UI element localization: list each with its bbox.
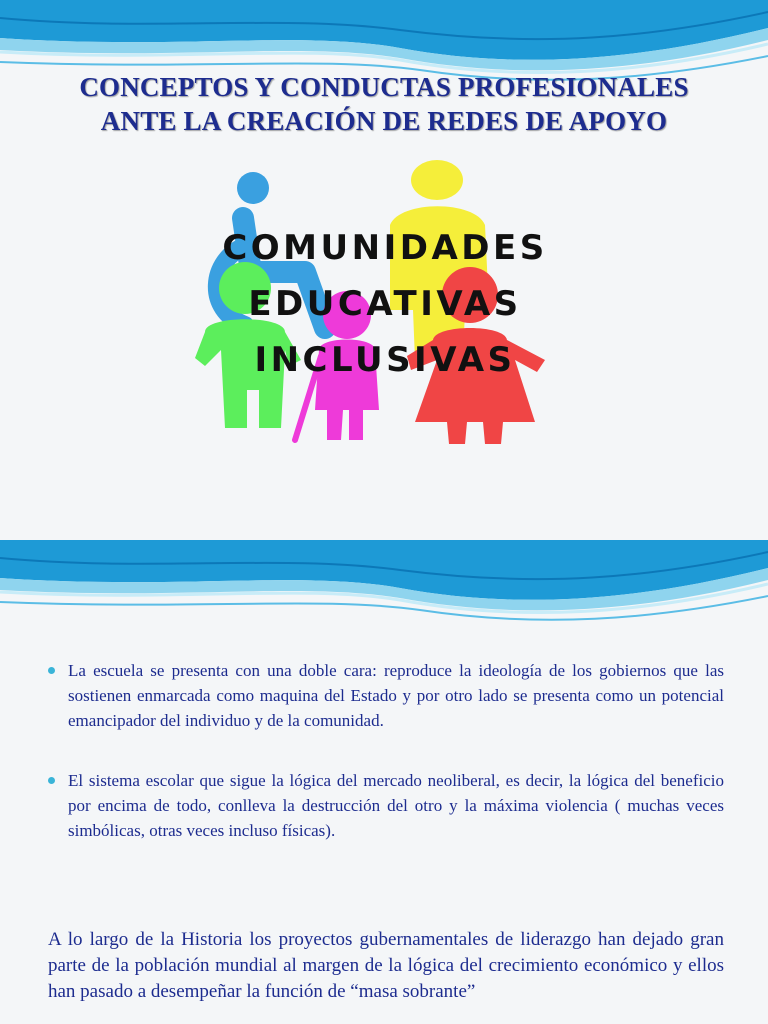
body-paragraph: A lo largo de la Historia los proyectos gubernamentales de liderazgo han dejado gran parte de la población mundial al margen de la lógica del crecimiento económico y ellos han pasado a desempeñar la función de “masa sobrante” bbox=[48, 929, 724, 1002]
bullet-text: El sistema escolar que sigue la lógica del mercado neoliberal, es decir, la lógica del beneficio por encima de todo, conlleva la destrucción del otro y la máxima violencia ( muchas veces simbólicas, otras veces incluso físicas). bbox=[68, 771, 724, 840]
bullet-list bbox=[48, 658, 724, 843]
slide-title bbox=[0, 70, 768, 138]
wave-header-decoration-2 bbox=[0, 540, 768, 630]
bullet-dot-icon bbox=[48, 667, 55, 674]
bullet-item bbox=[48, 768, 724, 843]
slide-2 bbox=[0, 540, 768, 1024]
title-line-2: ANTE LA CREACIÓN DE REDES DE APOYO bbox=[100, 106, 668, 136]
title-line-1: CONCEPTOS Y CONDUCTAS PROFESIONALES bbox=[79, 72, 689, 102]
overlay-heading bbox=[200, 220, 570, 388]
overlay-line-3: INCLUSIVAS bbox=[254, 340, 516, 380]
overlay-line-1: COMUNIDADES bbox=[222, 228, 548, 268]
bullet-text: La escuela se presenta con una doble cara: reproduce la ideología de los gobiernos que las sostienen enmarcada como maquina del Estado y por otro lado se presenta como un potencial emancipador del individuo y de la comunidad. bbox=[68, 661, 724, 730]
overlay-line-2: EDUCATIVAS bbox=[248, 284, 522, 324]
bullet-item bbox=[48, 658, 724, 733]
bullet-dot-icon bbox=[48, 777, 55, 784]
